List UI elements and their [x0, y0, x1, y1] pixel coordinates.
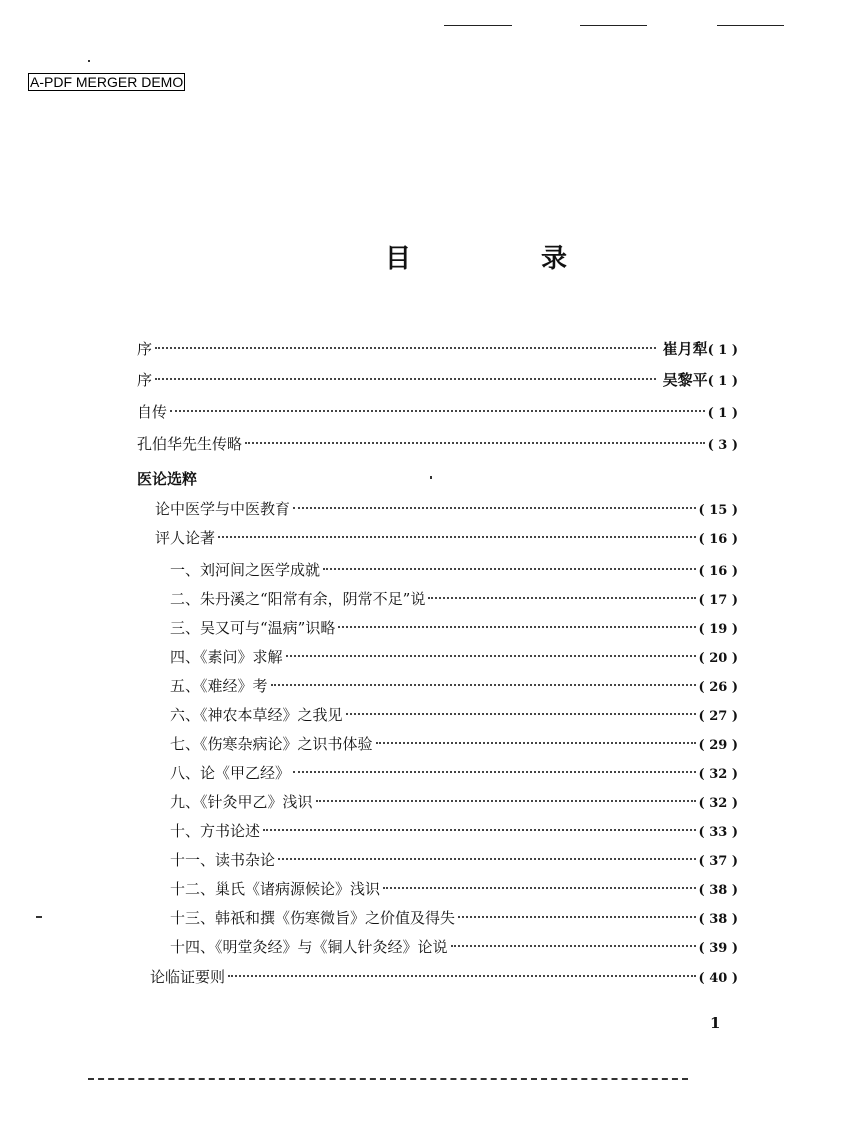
toc-entry-page: ( 15 ) — [698, 503, 738, 518]
toc-entry — [137, 369, 738, 393]
toc-entry-page: ( 37 ) — [698, 854, 738, 869]
dot-leader — [376, 742, 696, 744]
dot-leader — [338, 626, 695, 628]
toc-entry-page: ( 27 ) — [698, 709, 738, 724]
toc-entry-page: ( 39 ) — [698, 941, 738, 956]
dot-leader — [228, 975, 696, 977]
toc-entry-page: ( 1 ) — [707, 343, 738, 358]
toc-entry-label: 评人论著 — [155, 529, 216, 547]
toc-entry — [170, 936, 738, 960]
toc-entry-label: 二、朱丹溪之“阳常有余，阴常不足”说 — [170, 590, 426, 608]
bottom-scan-line — [88, 1078, 688, 1080]
toc-entry-page: ( 1 ) — [707, 406, 738, 421]
toc-entry-page: ( 26 ) — [698, 680, 738, 695]
toc-entry — [155, 527, 738, 551]
toc-entry-author: 崔月犁 — [662, 340, 708, 358]
toc-entry — [170, 588, 738, 612]
toc-entry-page: ( 19 ) — [698, 622, 738, 637]
toc-entry-page: ( 29 ) — [698, 738, 738, 753]
toc-entry-page: ( 3 ) — [707, 438, 738, 453]
toc-entry-label: 十、方书论述 — [170, 822, 261, 840]
toc-entry-page: ( 33 ) — [698, 825, 738, 840]
toc-entry-page: ( 16 ) — [698, 564, 738, 579]
toc-entry-label: 三、吴又可与“温病”识略 — [170, 619, 336, 637]
toc-entry — [170, 907, 738, 931]
toc-entry — [155, 498, 738, 522]
dot-leader — [293, 771, 696, 773]
toc-entry — [150, 966, 738, 990]
dot-leader — [428, 597, 695, 599]
toc-entry-page: ( 1 ) — [707, 374, 738, 389]
dot-leader — [155, 378, 656, 380]
toc-entry-label: 十四、《明堂灸经》与《铜人针灸经》论说 — [170, 938, 448, 956]
toc-entry — [170, 675, 738, 699]
dot-leader — [323, 568, 696, 570]
toc-entry-label: 十三、韩祇和撰《伤寒微旨》之价值及得失 — [170, 909, 456, 927]
toc-entry-page: ( 16 ) — [698, 532, 738, 547]
top-rule-3 — [717, 25, 784, 26]
toc-entry-label: 六、《神农本草经》之我见 — [170, 706, 343, 724]
toc-entry-page: ( 38 ) — [698, 883, 738, 898]
toc-entry-label: 序 — [137, 371, 153, 389]
toc-entry-page: ( 38 ) — [698, 912, 738, 927]
toc-entry-label: 自传 — [137, 403, 168, 421]
scan-speck — [430, 476, 432, 479]
toc-entry — [137, 338, 738, 362]
toc-entry — [170, 704, 738, 728]
page-number: 1 — [710, 1014, 721, 1032]
dot-leader — [278, 858, 696, 860]
dot-leader — [155, 347, 656, 349]
toc-entry-page: ( 32 ) — [698, 796, 738, 811]
watermark-label: A-PDF MERGER DEMO — [30, 74, 184, 90]
toc-entry-label: 论临证要则 — [150, 968, 226, 986]
toc-entry-label: 七、《伤寒杂病论》之识书体验 — [170, 735, 373, 753]
toc-entry-label: 序 — [137, 340, 153, 358]
toc-entry-author: 吴黎平 — [662, 371, 708, 389]
page-title: 目 录 — [385, 244, 620, 274]
toc-entry-page: ( 17 ) — [698, 593, 738, 608]
dot-leader — [346, 713, 696, 715]
dot-leader — [245, 442, 705, 444]
toc-entry — [170, 646, 738, 670]
toc-entry-label: 孔伯华先生传略 — [137, 435, 243, 453]
toc-entry — [170, 617, 738, 641]
top-rule-2 — [580, 25, 647, 26]
dot-leader — [383, 887, 696, 889]
toc-entry-label: 五、《难经》考 — [170, 677, 268, 695]
toc-entry-label: 十一、读书杂论 — [170, 851, 276, 869]
dot-leader — [271, 684, 696, 686]
dot-leader — [170, 410, 705, 412]
dot-leader — [286, 655, 696, 657]
dot-leader — [316, 800, 696, 802]
toc-entry-label: 九、《针灸甲乙》浅识 — [170, 793, 313, 811]
section-heading: 医论选粹 — [137, 470, 198, 488]
toc-entry-page: ( 32 ) — [698, 767, 738, 782]
toc-entry-label: 论中医学与中医教育 — [155, 500, 291, 518]
toc-entry-label: 一、刘河间之医学成就 — [170, 561, 321, 579]
toc-entry — [170, 733, 738, 757]
toc-entry — [137, 433, 738, 457]
toc-entry-label: 八、论《甲乙经》 — [170, 764, 291, 782]
dot-leader — [263, 829, 696, 831]
top-rule-1 — [444, 25, 512, 26]
toc-entry — [137, 401, 738, 425]
dot-leader — [293, 507, 696, 509]
toc-entry — [170, 820, 738, 844]
toc-entry-page: ( 40 ) — [698, 971, 738, 986]
toc-entry-page: ( 20 ) — [698, 651, 738, 666]
toc-entry-label: 四、《素问》求解 — [170, 648, 283, 666]
toc-entry — [170, 762, 738, 786]
toc-entry-label: 十二、巢氏《诸病源候论》浅识 — [170, 880, 381, 898]
toc-entry — [170, 878, 738, 902]
scan-speck — [36, 916, 42, 918]
toc-entry — [170, 559, 738, 583]
dot-leader — [458, 916, 696, 918]
scan-speck — [88, 60, 90, 62]
toc-entry — [170, 849, 738, 873]
toc-entry — [170, 791, 738, 815]
dot-leader — [218, 536, 696, 538]
dot-leader — [451, 945, 696, 947]
